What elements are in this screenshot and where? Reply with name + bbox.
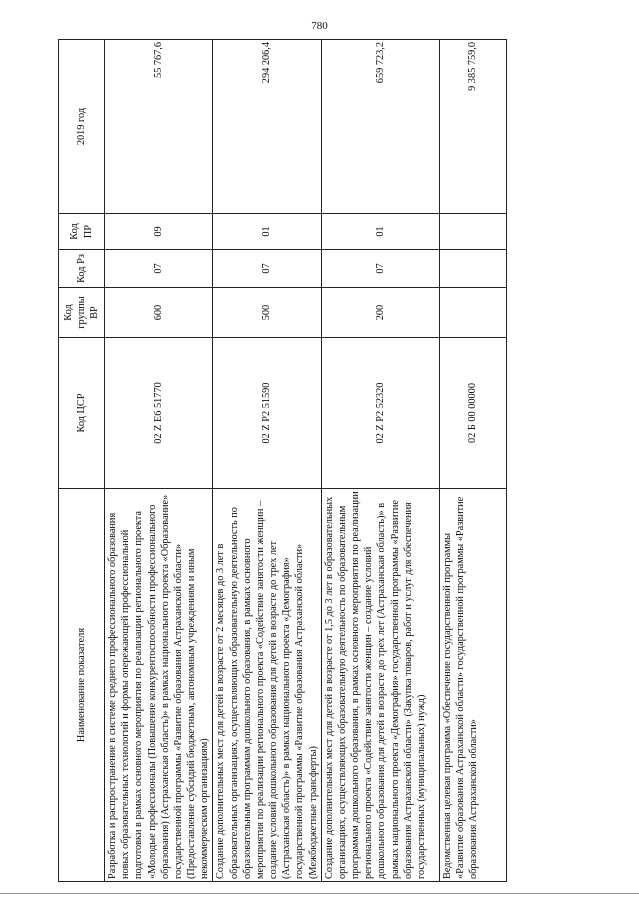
table-row [105, 40, 213, 882]
row-rz: 07 [105, 250, 213, 288]
row-amount: 9 385 759,0 [439, 40, 506, 214]
row-name: Разработка и распространение в системе среднего профессионального образования новых образовательных технологий и формы опережающей профессиональной подготовки в рамках основного мероприятия по реализации регионального проекта «Молодые профессионалы (Повышение конкурентоспособности профессионального образования) (Астраханская область)» в рамках национального проекта «Образование» государственной программы «Развитие образования Астраханской области» (Предоставление субсидий бюджетным, автономным учреждениям и иным некоммерческим организациям) [105, 489, 213, 882]
bottom-divider [0, 893, 639, 894]
row-pr [439, 214, 506, 250]
header-pr: Код ПР [59, 214, 105, 250]
row-vr: 500 [213, 288, 321, 338]
page-number: 780 [311, 20, 328, 32]
header-vr: Код группы ВР [59, 288, 105, 338]
row-pr: 01 [213, 214, 321, 250]
row-csr: 02 Б 00 00000 [439, 338, 506, 489]
row-csr: 02 Z P2 51590 [213, 338, 321, 489]
row-rz [439, 250, 506, 288]
header-year: 2019 год [59, 40, 105, 214]
table-header-row [59, 40, 105, 882]
header-name: Наименование показателя [59, 489, 105, 882]
row-name: Создание дополнительных мест для детей в возрасте от 2 месяцев до 3 лет в образовательных организациях, осуществляющих образовательную деятельность по образовательным программам дошкольного образования, в рамках основного мероприятия по реализации регионального проекта «Содействие занятости женщин – создание условий дошкольного образования для детей в возрасте до трех лет (Астраханская область)» в рамках национального проекта «Демография» государственной программы «Развитие образования Астраханской области» (Межбюджетные трансферты) [213, 489, 321, 882]
budget-table [58, 39, 507, 882]
table-row [439, 40, 506, 882]
row-amount: 55 767,6 [105, 40, 213, 214]
row-csr: 02 Z E6 51770 [105, 338, 213, 489]
row-rz: 07 [213, 250, 321, 288]
row-vr: 600 [105, 288, 213, 338]
table-row [321, 40, 439, 882]
row-vr [439, 288, 506, 338]
row-amount: 294 206,4 [213, 40, 321, 214]
header-rz: Код Рз [59, 250, 105, 288]
row-vr: 200 [321, 288, 439, 338]
row-rz: 07 [321, 250, 439, 288]
rotated-table-container [58, 40, 498, 882]
row-name: Ведомственная целевая программа «Обеспечение государственной программы «Развитие образования Астраханской области» государственной программы «Развитие образования Астраханской области» [439, 489, 506, 882]
row-pr: 09 [105, 214, 213, 250]
row-name: Создание дополнительных мест для детей в возрасте от 1,5 до 3 лет в образовательных организациях, осуществляющих образовательную деятельность по образовательным программам дошкольного образования, в рамках основного мероприятия по реализации регионального проекта «Содействие занятости женщин – создание условий дошкольного образования для детей в возрасте до трех лет (Астраханская область)» в рамках национального проекта «Демография» государственной программы «Развитие образования Астраханской области» (Закупка товаров, работ и услуг для обеспечения государственных (муниципальных) нужд) [321, 489, 439, 882]
table-row [213, 40, 321, 882]
header-csr: Код ЦСР [59, 338, 105, 489]
row-csr: 02 Z P2 52320 [321, 338, 439, 489]
row-pr: 01 [321, 214, 439, 250]
row-amount: 659 723,2 [321, 40, 439, 214]
